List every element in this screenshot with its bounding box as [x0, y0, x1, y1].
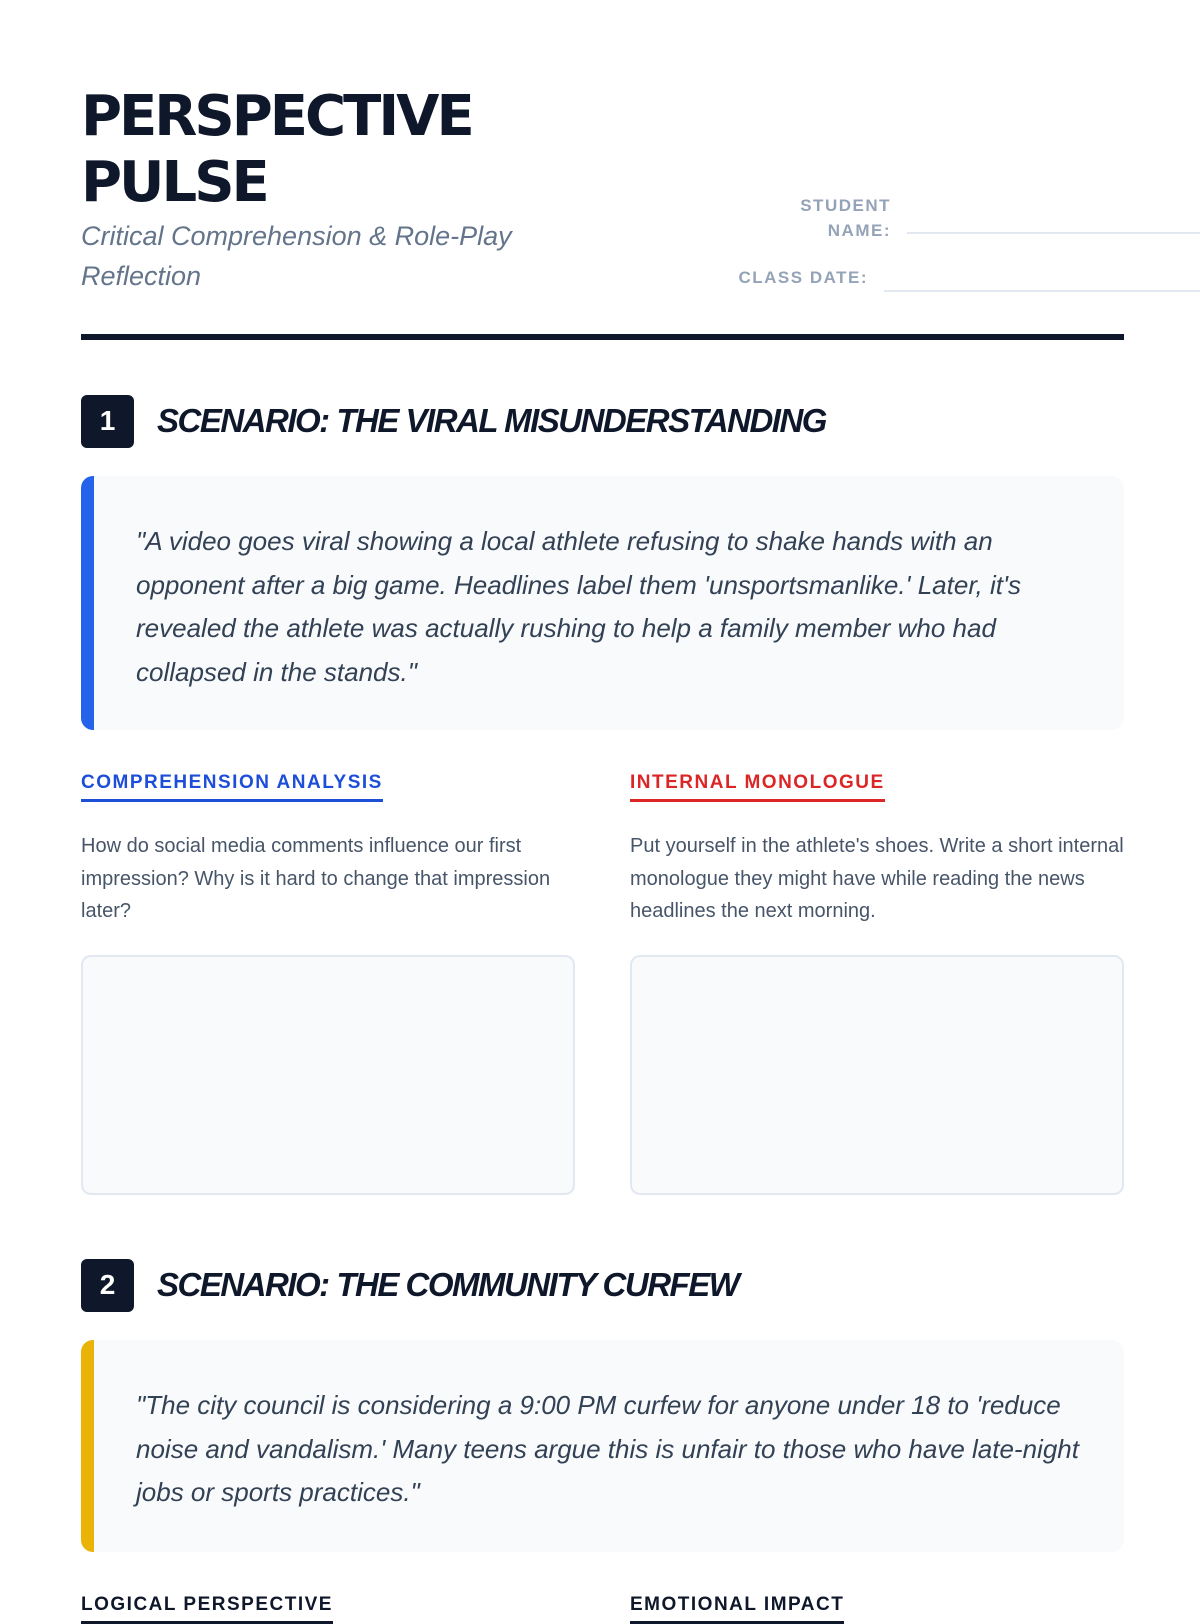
- scenario-section-1: [81, 394, 1124, 1200]
- section-number-badge: 1: [81, 395, 134, 448]
- title-line-1: PERSPECTIVE: [81, 84, 472, 149]
- answer-box[interactable]: [81, 955, 575, 1195]
- logical-perspective-column: [81, 1592, 575, 1624]
- worksheet-title: [81, 84, 551, 216]
- header-divider: [81, 334, 1124, 340]
- scenario-quote: [81, 1340, 1124, 1552]
- section-title: SCENARIO: THE COMMUNITY CURFEW: [157, 1266, 739, 1303]
- scenario-section-2: [81, 1258, 1124, 1624]
- scenario-quote: [81, 476, 1124, 730]
- class-date-field[interactable]: [884, 290, 1200, 292]
- title-line-2: PULSE: [81, 150, 267, 215]
- column-heading: EMOTIONAL IMPACT: [630, 1592, 844, 1624]
- student-name-label: STUDENT NAME:: [800, 196, 891, 240]
- student-name-field[interactable]: [907, 232, 1200, 234]
- worksheet-subtitle: Critical Comprehension & Role-Play Reflection: [81, 221, 512, 291]
- quote-accent-bar: [81, 476, 94, 730]
- worksheet-header: [81, 0, 1119, 340]
- section-number-badge: 2: [81, 1259, 134, 1312]
- section-title: SCENARIO: THE VIRAL MISUNDERSTANDING: [157, 402, 826, 439]
- response-columns: [81, 770, 1124, 1200]
- scenario-quote-text: "The city council is considering a 9:00 PM curfew for anyone under 18 to 'reduce noise and vandalism.' Many teens argue this is unfair to those who have late-night jobs or sports practices.": [136, 1390, 1079, 1507]
- column-heading: INTERNAL MONOLOGUE: [630, 770, 885, 802]
- emotional-impact-column: [630, 1592, 1124, 1624]
- answer-box[interactable]: [630, 955, 1124, 1195]
- section-header: [81, 394, 1124, 448]
- column-prompt: Put yourself in the athlete's shoes. Write a short internal monologue they might have while reading the news headlines the next morning.: [630, 835, 1124, 922]
- column-prompt: How do social media comments influence our first impression? Why is it hard to change that impression later?: [81, 835, 551, 922]
- column-heading: LOGICAL PERSPECTIVE: [81, 1592, 333, 1624]
- class-date-label: CLASS DATE:: [738, 268, 868, 287]
- internal-monologue-column: [630, 770, 1124, 1200]
- comprehension-analysis-column: [81, 770, 575, 1200]
- response-columns: [81, 1592, 1124, 1624]
- section-header: [81, 1258, 1124, 1312]
- scenario-quote-text: "A video goes viral showing a local athlete refusing to shake hands with an opponent after a big game. Headlines label them 'unsportsmanlike.' Later, it's revealed the athlete was actually rushing to help a family member who had collapsed in the stands.": [136, 526, 1021, 687]
- quote-accent-bar: [81, 1340, 94, 1552]
- column-heading: COMPREHENSION ANALYSIS: [81, 770, 383, 802]
